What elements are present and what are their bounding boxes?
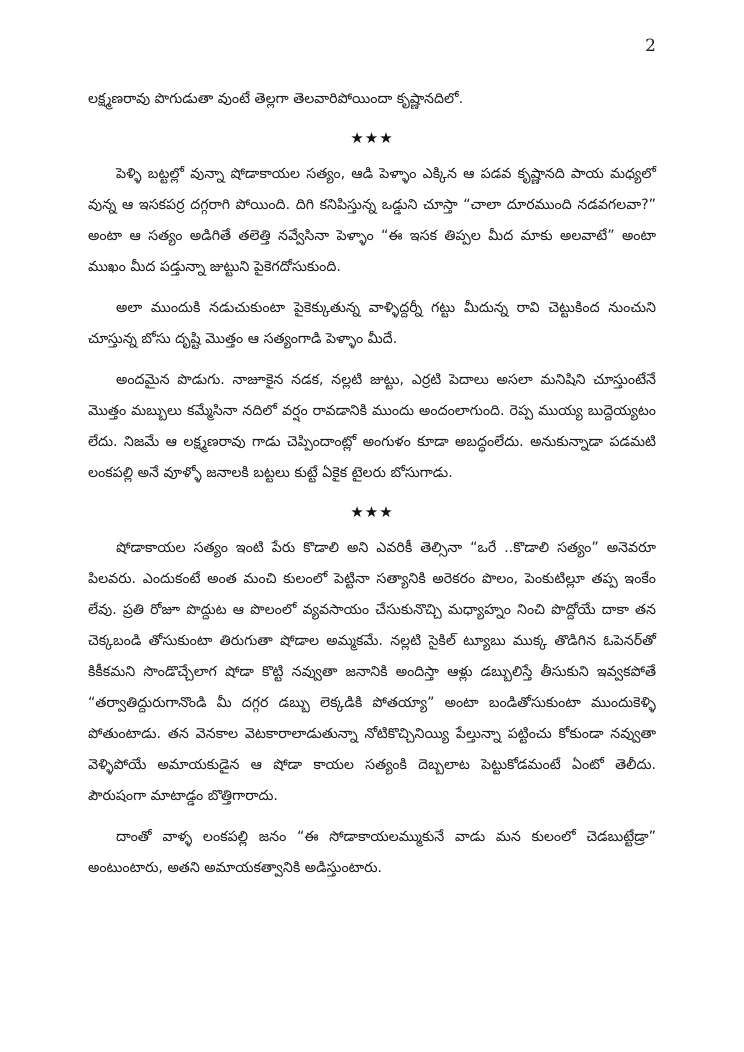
paragraph: దాంతో వాళ్ళ లంకపల్లి జనం “ఈ సోడాకాయలమ్ముకునే వాడు మన కులంలో చెడబుట్టేడ్రా” అంటుంటారు, అతని అమాయకత్వానికి అడిస్తుంటారు. [88,829,656,876]
page-number: 2 [645,36,656,56]
paragraph: అందమైన పొడుగు. నాజూకైన నడక, నల్లటి జుట్టు, ఎర్రటి పెదాలు అసలా మనిషిని చూస్తుంటేనే మొత్తం మబ్బులు కమ్మేసినా నదిలో వర్షం రావడానికి ముందు అందంలాగుంది. రెప్ప ముయ్య బుద్దెయ్యటం లేదు. నిజమే ఆ లక్ష్మణరావు గాడు చెప్పిందాంట్లో అంగుళం కూడా అబద్ధంలేదు. అనుకున్నాడా పడమటి లంకపల్లి అనే వూళ్ళో జనాలకి బట్టలు కుట్టే ఏకైక టైలరు బోసుగాడు. [88,372,656,481]
paragraph: పెళ్ళి బట్టల్లో వున్నా షోడాకాయల సత్యం, ఆడి పెళ్ళాం ఎక్కిన ఆ పడవ కృష్ణానది పాయ మధ్యలో వున్న ఆ ఇసకపర్ర దగ్గరాగి పోయింది. దిగి కనిపిస్తున్న ఒడ్డుని చూస్తా “చాలా దూరముంది నడవగలవా?” అంటా ఆ సత్యం అడిగితే తలెత్తి నవ్వేసినా పెళ్ళాం “ఈ ఇసక తిప్పల మీద మాకు అలవాటే” అంటా ముఖం మీద పడ్తున్నా జుట్టుని పైకెగదోసుకుంది. [88,166,656,275]
page-content [88,84,656,894]
section-divider: ★★★ [350,129,394,147]
paragraph: అలా ముందుకి నడుచుకుంటా పైకెక్కుతున్న వాళ్ళిద్దర్నీ గట్టు మీదున్న రావి చెట్టుకింద నుంచుని చూస్తున్న బోసు దృష్టి మొత్తం ఆ సత్యంగాడి పెళ్ళాం మీదే. [88,300,656,347]
paragraph: షోడాకాయల సత్యం ఇంటి పేరు కొడాలి అని ఎవరికీ తెల్సినా “ఒరే ..కొడాలి సత్యం” అనెవరూ పిలవరు. ఎందుకంటే అంత మంచి కులంలో పెట్టినా సత్యానికి అరెకరం పొలం, పెంకుటిల్లూ తప్ప ఇంకేం లేవు. ప్రతి రోజూ పొద్దుట ఆ పొలంలో వ్యవసాయం చేసుకునొచ్చి మధ్యాహ్నం నించి పొద్దోయే దాకా తన చెక్కబండి తోసుకుంటా తిరుగుతా షోడాల అమ్మకమే. నల్లటి సైకిల్ ట్యూబు ముక్క తొడిగిన ఓపెనర్‌తో కికీకమని సొండొచ్చేలాగ షోడా కొట్టి నవ్వుతా జనానికి అందిస్తా ఆళ్లు డబ్బులిస్తే తీసుకుని ఇవ్వకపోతే “తర్వాతిద్దురుగానొండి మీ దగ్గర డబ్బు లెక్కడికి పోతయ్యా” అంటా బండితోసుకుంటా ముందుకెళ్ళి పోతుంటాడు. తన వెనకాల వెటకారాలాడుతున్నా నోటికొచ్చినియ్యి పేల్తున్నా పట్టించు కోకుండా నవ్వుతా వెళ్ళిపోయే అమాయకుడైన ఆ షోడా కాయల సత్యంకి దెబ్బలాట పెట్టుకోడమంటే ఏంటో తెలీదు. పౌరుషంగా మాటాడ్డం బొత్తిగారాదు. [88,540,656,804]
section-divider: ★★★ [350,503,394,521]
opening-paragraph: లక్ష్మణరావు పొగుడుతా వుంటే తెల్లగా తెలవారిపోయిందా కృష్ణానదిలో. [88,91,464,107]
